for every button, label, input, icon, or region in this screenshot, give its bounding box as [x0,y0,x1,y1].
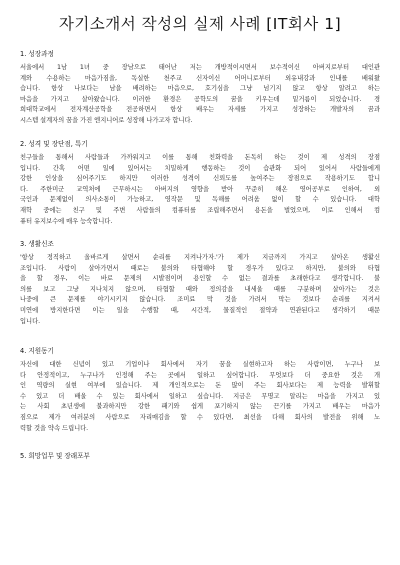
paragraph-line: 국인과 문제없이 의사소통이 가능하고, 영작문 및 독해를 어려움 없이 할 수 있습니다. 대학 [20,196,380,204]
paragraph-line: 마음을 가지고 살아왔습니다. 이러한 환경은 공학도의 꿈을 키우는데 밑거름이 되었습니다. 경 [20,95,380,103]
paragraph-line: 입니다. 간혹 어떤 일에 있어서는 치밀하게 행동하는 것이 습관화 되어 있어서 사람들에게 [20,164,380,172]
section-heading: 5. 희망업무 및 장래포부 [20,452,90,460]
section-motto [20,240,380,327]
paragraph-line: 을 할 경우, 이는 바로 문제의 시발점이며 용인할 수 없는 결과를 초래한다고 생각합니다. 불 [20,275,380,283]
paragraph-line: 조입니다. 사람이 살아가면서 때로는 불의와 타협해야 할 경우가 있다고 하지만, 불의와 타협 [20,264,380,272]
paragraph-line: 습니다. 항상 나보다는 남을 배려하는 마음으로, 호기심을 그냥 넘기지 않고 항상 알려고 하는 [20,85,380,93]
paragraph-line: 는 사회 초년생에 불과하지만 강한 패기와 쉽게 포기하지 않는 끈기를 가지고 배우는 마음가 [20,403,380,411]
paragraph-line: 서울에서 1남 1녀 중 장남으로 태어난 저는 개방적이시면서 보수적이신 아버지로부터 대인관 [20,64,380,71]
paragraph-line: 강한 인상을 심어주기도 하지만 이러한 성격이 신뢰도를 높여주는 장점으로 작용하기도 합니 [20,175,380,183]
paragraph-line: 수 있고 더 배울 수 있는 회사에서 일하고 싶습니다. 지금은 무명고 알리는 마음을 가지고 있 [20,392,380,400]
section-heading: 1. 성장과정 [20,50,54,58]
paragraph-line: 의를 보고 그냥 지나치지 않으며, 타협할 때와 정의감을 내세울 때를 구분하며 살아가는 것은 [20,285,380,293]
paragraph-line: 력할 것을 약속 드립니다. [20,424,89,432]
paragraph-line: 퓨터 유지보수에 매우 능숙합니다. [20,217,113,225]
section-growth [20,50,380,127]
paragraph-line: 재학 중에는 친구 및 주변 사람들의 컴퓨터를 조립해주면서 용돈을 벌었으며, 이로 인해서 컴 [20,206,380,214]
paragraph-line: 다. 주한미군 교역처에 근무하시는 아버지의 영향을 받아 꾸준히 해온 영어공부로 인하여, 외 [20,185,380,193]
section-heading: 4. 지원동기 [20,347,54,355]
page-title: 자기소개서 작성의 실제 사례 [IT회사 1] [58,15,342,33]
paragraph-line: 입니다. [20,317,41,325]
section-heading: 2. 성격 및 장단점, 특기 [20,140,88,148]
paragraph-line: 다 안정적이고, 누구나가 인정해 주는 곳에서 일하고 싶어합니다. 무엇보다 더 중요한 것은 개 [20,371,380,379]
paragraph-line: 나중에 큰 문제를 야기시키지 않습니다. 조미료 막 것을 가려서 막는 것보다 순리를 지켜서 [20,296,380,304]
paragraph-line: '항상 정직하고 올바르게 살면서 순리를 지켜나가자.'가 제가 지금까지 가지고 살아온 생활신 [20,254,380,261]
section-personality [20,140,380,227]
paragraph-line: 자신에 대한 신념이 있고 기업이나 회사에서 자기 꿈을 실현하고자 하는 사람이면, 누구나 보 [20,361,380,368]
paragraph-line: 시스템 설계자의 꿈을 가진 엔지니어로 성장해 나가고자 합니다. [20,116,193,124]
paragraph-line: 계와 수용하는 마음가짐을, 독실한 천주교 신자이신 어머니로부터 외유내강과 인내를 배워왔 [20,74,380,82]
section-motivation [20,347,380,434]
paragraph-line: 희대학교에서 전자계산공학을 전공하면서 항상 배우는 자세를 가지고 성장하는 개발자의 꿈과 [20,106,380,114]
paragraph-line: 짐으로 제가 여러분의 사람으로 자리매김을 할 수 있다면, 최선을 다해 회사의 발전을 위해 노 [20,413,380,421]
paragraph-line: 인 역량의 실현 여부에 있습니다. 제 개인적으로는 돈 많이 주는 회사보다는 제 능력을 발휘할 [20,382,380,390]
section-aspiration [20,452,380,465]
paragraph-line: 친구들을 통해서 사람들과 가까워지고 이를 통해 친화력을 돈독히 하는 것이 제 성격의 장점 [20,154,380,161]
section-heading: 3. 생활신조 [20,240,54,248]
paragraph-line: 미연에 방지한다면 이는 일을 수행할 때, 시간적, 물질적인 절약과 연관된다고 생각하기 때문 [20,306,380,314]
